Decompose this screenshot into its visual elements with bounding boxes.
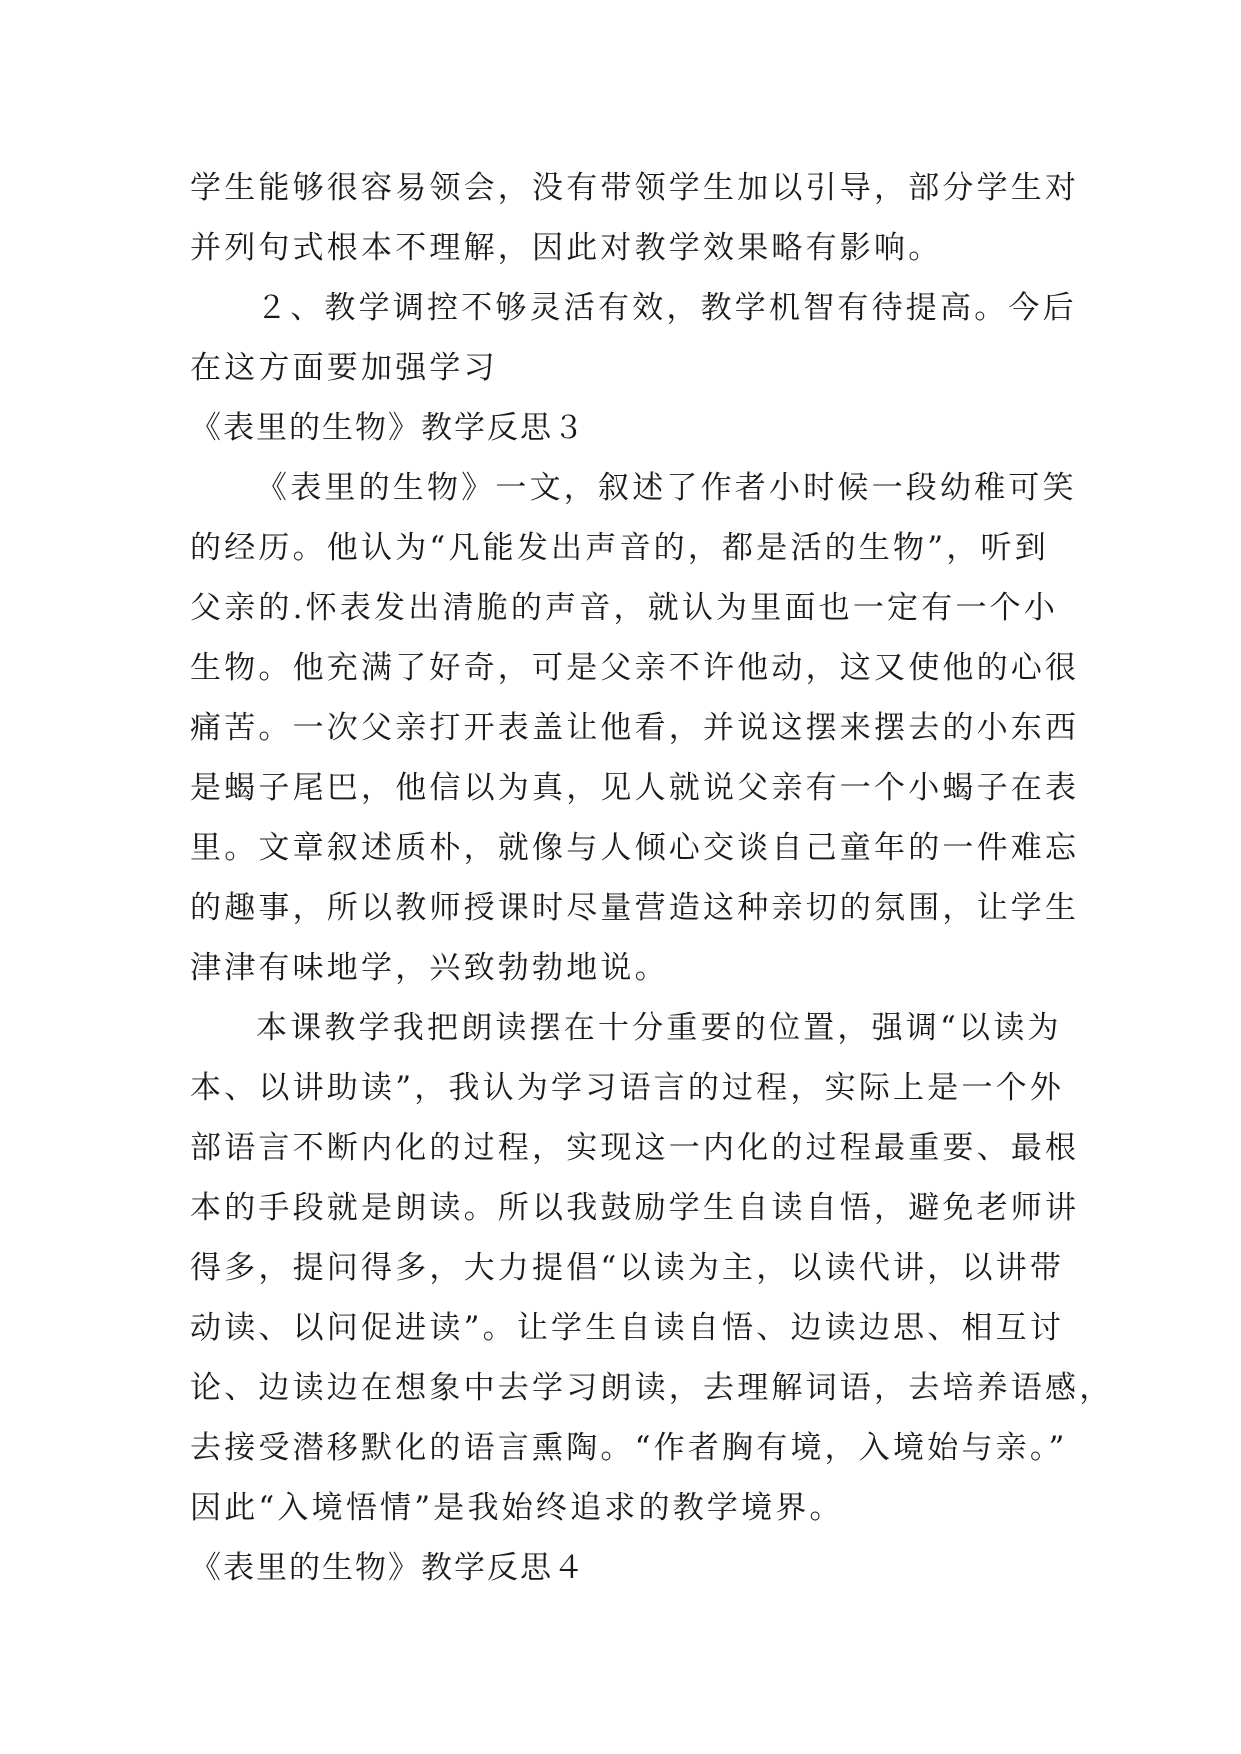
text-line: 生物。他充满了好奇，可是父亲不许他动，这又使他的心很 — [190, 650, 1080, 686]
text-line: 在这方面要加强学习 — [190, 350, 498, 386]
section-heading: 《表里的生物》教学反思４ — [190, 1550, 586, 1586]
text-line: 学生能够很容易领会，没有带领学生加以引导，部分学生对 — [190, 170, 1080, 206]
text-line: 父亲的.怀表发出清脆的声音，就认为里面也一定有一个小 — [190, 590, 1059, 626]
text-line: 里。文章叙述质朴，就像与人倾心交谈自己童年的一件难忘 — [190, 830, 1080, 866]
text-line: 得多，提问得多，大力提倡“以读为主，以读代讲，以讲带 — [190, 1250, 1065, 1286]
text-line: 是蝎子尾巴，他信以为真，见人就说父亲有一个小蝎子在表 — [190, 770, 1080, 806]
text-line: 痛苦。一次父亲打开表盖让他看，并说这摆来摆去的小东西 — [190, 710, 1080, 746]
text-line: 本课教学我把朗读摆在十分重要的位置，强调“以读为 — [256, 1010, 1062, 1046]
text-line: 本、以讲助读”，我认为学习语言的过程，实际上是一个外 — [190, 1070, 1065, 1106]
text-line: ２、教学调控不够灵活有效，教学机智有待提高。今后 — [256, 290, 1077, 326]
text-line: 的趣事，所以教师授课时尽量营造这种亲切的氛围，让学生 — [190, 890, 1080, 926]
text-line: 论、边读边在想象中去学习朗读，去理解词语，去培养语感， — [190, 1370, 1114, 1406]
text-line: 津津有味地学，兴致勃勃地说。 — [190, 950, 669, 986]
text-line: 因此“入境悟情”是我始终追求的教学境界。 — [190, 1490, 844, 1526]
text-line: 的经历。他认为“凡能发出声音的，都是活的生物”，听到 — [190, 530, 1049, 566]
text-line: 部语言不断内化的过程，实现这一内化的过程最重要、最根 — [190, 1130, 1080, 1166]
text-line: 动读、以问促进读”。让学生自读自悟、边读边思、相互讨 — [190, 1310, 1065, 1346]
document-body — [190, 158, 1114, 1598]
section-heading: 《表里的生物》教学反思３ — [190, 410, 586, 446]
text-line: 《表里的生物》一文，叙述了作者小时候一段幼稚可笑 — [256, 470, 1077, 506]
text-line: 去接受潜移默化的语言熏陶。“作者胸有境，入境始与亲。” — [190, 1430, 1068, 1466]
text-line: 并列句式根本不理解，因此对教学效果略有影响。 — [190, 230, 943, 266]
text-line: 本的手段就是朗读。所以我鼓励学生自读自悟，避免老师讲 — [190, 1190, 1080, 1226]
